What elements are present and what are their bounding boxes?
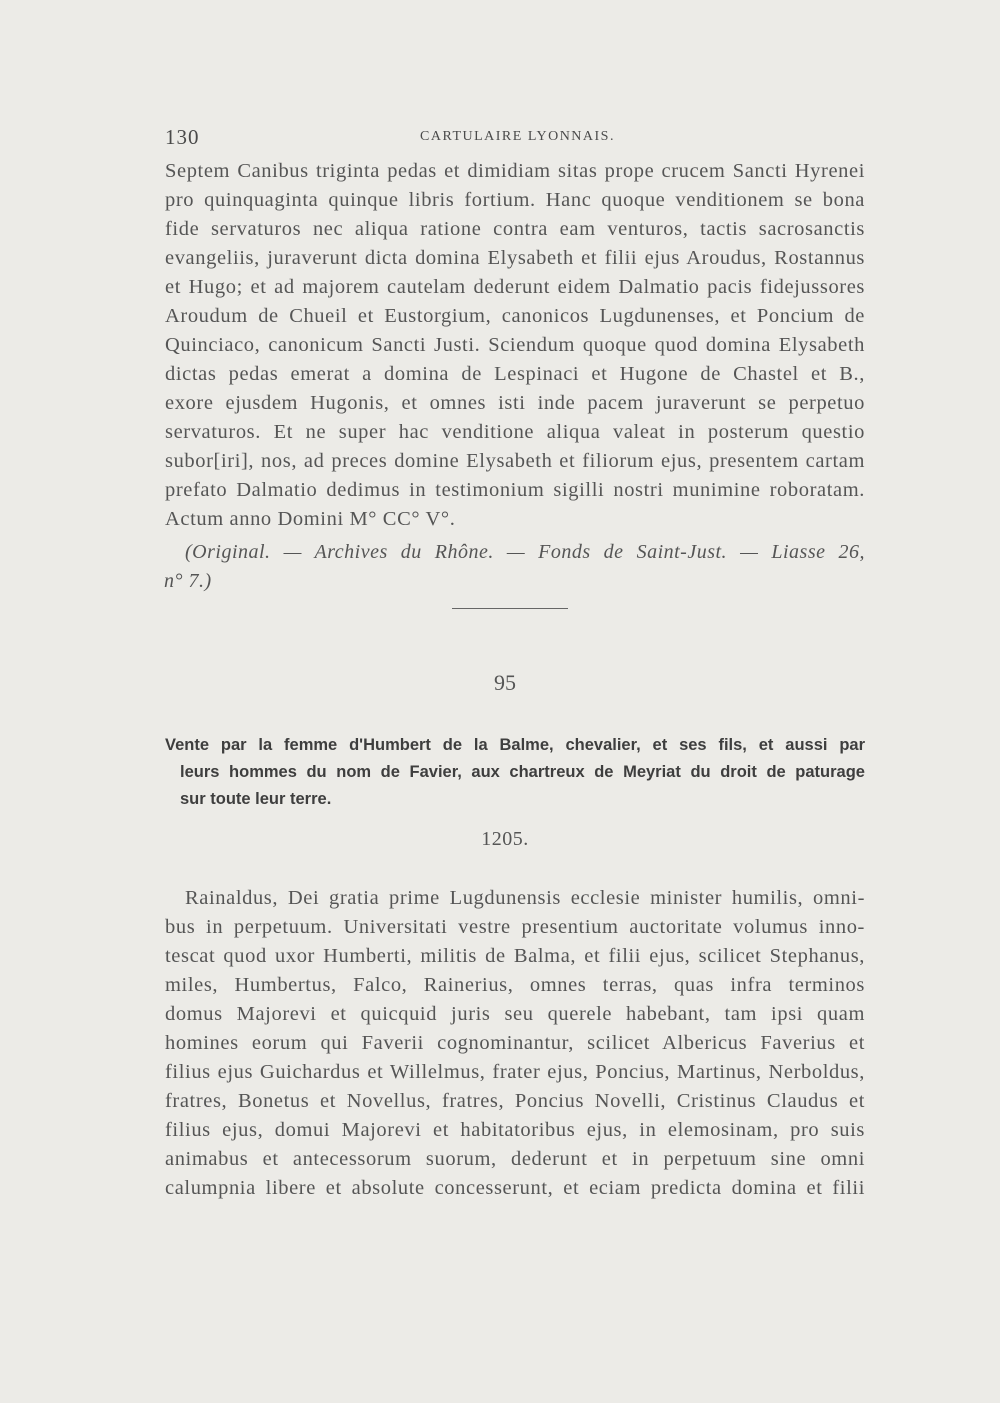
charter-number: 95 — [494, 670, 516, 695]
text-line: bus in perpetuum. Universitati vestre presentium auctoritate volumus inno- — [165, 916, 865, 938]
charter-94-text-continuation — [165, 157, 865, 534]
running-head — [165, 125, 865, 149]
page-number: 130 — [165, 125, 200, 149]
text-line: animabus et antecessorum suorum, dederunt et in perpetuum sine omni — [165, 1148, 865, 1170]
text-line: prefato Dalmatio dedimus in testimonium sigilli nostri munimine roboratam. — [165, 479, 865, 501]
summary-line: Vente par la femme d'Humbert de la Balme, chevalier, et ses fils, et aussi par — [165, 736, 865, 754]
text-line: Aroudum de Chueil et Eustorgium, canonicos Lugdunenses, et Poncium de — [165, 305, 865, 327]
summary-line: leurs hommes du nom de Favier, aux chartreux de Meyriat du droit de paturage — [180, 763, 865, 781]
text-line: pro quinquaginta quinque libris fortium. Hanc quoque venditionem se bona — [165, 189, 865, 211]
text-line: Rainaldus, Dei gratia prime Lugdunensis ecclesie minister humilis, omni- — [185, 887, 865, 909]
text-line: Actum anno Domini M° CC° V°. — [165, 508, 456, 530]
summary-line: sur toute leur terre. — [180, 790, 332, 808]
text-line: tescat quod uxor Humberti, militis de Balma, et filii ejus, scilicet Stephanus, — [165, 945, 865, 967]
text-line: fide servaturos nec aliqua ratione contra eam venturos, tactis sacrosanctis — [165, 218, 865, 240]
source-note-line: n° 7.) — [164, 570, 212, 592]
text-line: et Hugo; et ad majorem cautelam dederunt eidem Dalmatio pacis fidejussores — [165, 276, 865, 298]
running-title: CARTULAIRE LYONNAIS. — [420, 129, 615, 144]
text-line: evangeliis, juraverunt dicta domina Elysabeth et filii ejus Aroudus, Rostannus — [165, 247, 865, 269]
text-line: Septem Canibus triginta pedas et dimidiam sitas prope crucem Sancti Hyrenei — [165, 160, 865, 182]
text-line: filius ejus, domui Majorevi et habitatoribus ejus, in elemosinam, pro suis — [165, 1119, 865, 1141]
text-line: fratres, Bonetus et Novellus, fratres, Poncius Novelli, Cristinus Claudus et — [165, 1090, 865, 1112]
source-note — [164, 538, 865, 596]
text-line: subor[iri], nos, ad preces domine Elysabeth et filiorum ejus, presentem cartam — [165, 450, 865, 472]
text-line: Quinciaco, canonicum Sancti Justi. Sciendum quoque quod domina Elysabeth — [165, 334, 865, 356]
text-line: servaturos. Et ne super hac venditione aliqua valeat in posterum questio — [165, 421, 865, 443]
section-separator — [452, 608, 568, 609]
text-line: exore ejusdem Hugonis, et omnes isti inde pacem juraverunt se perpetuo — [165, 392, 865, 414]
text-line: filius ejus Guichardus et Willelmus, frater ejus, Poncius, Martinus, Nerboldus, — [165, 1061, 865, 1083]
charter-summary — [165, 732, 865, 813]
charter-95-text — [165, 884, 865, 1203]
charter-date: 1205. — [481, 828, 529, 850]
source-note-line: (Original. — Archives du Rhône. — Fonds de Saint-Just. — Liasse 26, — [185, 541, 865, 563]
text-line: dictas pedas emerat a domina de Lespinaci et Hugone de Chastel et B., — [165, 363, 865, 385]
text-line: calumpnia libere et absolute concesserunt, et eciam predicta domina et filii — [165, 1177, 865, 1199]
text-line: homines eorum qui Faverii cognominantur, scilicet Albericus Faverius et — [165, 1032, 865, 1054]
text-line: domus Majorevi et quicquid juris seu querele habebant, tam ipsi quam — [165, 1003, 865, 1025]
text-line: miles, Humbertus, Falco, Rainerius, omnes terras, quas infra terminos — [165, 974, 865, 996]
